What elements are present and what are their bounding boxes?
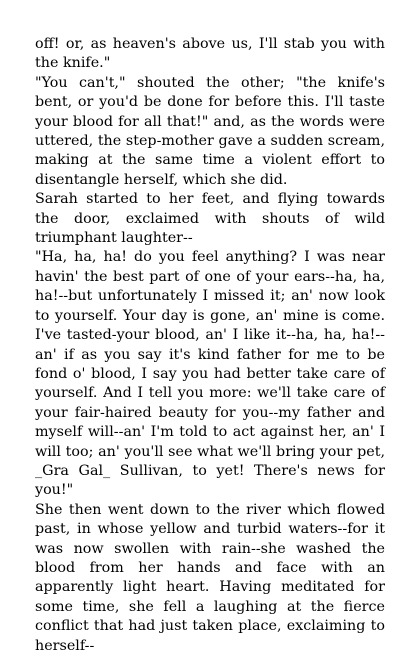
paragraph: "Ha, ha, ha! do you feel anything? I was near havin' the best part of one of your ears--ha, ha, ha!--but unfortunately I missed it; an' now look to yourself. Your day is gone, an' mine is come. I've tasted-your blood, an' I like it--ha, ha, ha!--an' if as you say it's kind father for me to be fond o' blood, I say you had better take care of yourself. And I tell you more: we'll take care of your fair-haired beauty for you--my father and myself will--an' I'm told to act against her, an' I will too; an' you'll see what we'll bring your pet, _Gra Gal_ Sullivan, to yet! There's news for you!" [35, 249, 385, 499]
page-text [35, 35, 385, 656]
paragraph: She then went down to the river which flowed past, in whose yellow and turbid waters--for it was now swollen with rain--she washed the blood from her hands and face with an apparently light heart. Having meditated for some time, she fell a laughing at the fierce conflict that had just taken place, exclaiming to herself-- [35, 501, 385, 654]
paragraph: off! or, as heaven's above us, I'll stab you with the knife." [35, 36, 385, 72]
paragraph: Sarah started to her feet, and flying towards the door, exclaimed with shouts of wild triumphant laughter-- [35, 191, 385, 247]
paragraph: "You can't," shouted the other; "the knife's bent, or you'd be done for before this. I'll taste your blood for all that!" and, as the words were uttered, the step-mother gave a sudden scream, making at the same time a violent effort to disentangle herself, which she did. [35, 74, 385, 188]
